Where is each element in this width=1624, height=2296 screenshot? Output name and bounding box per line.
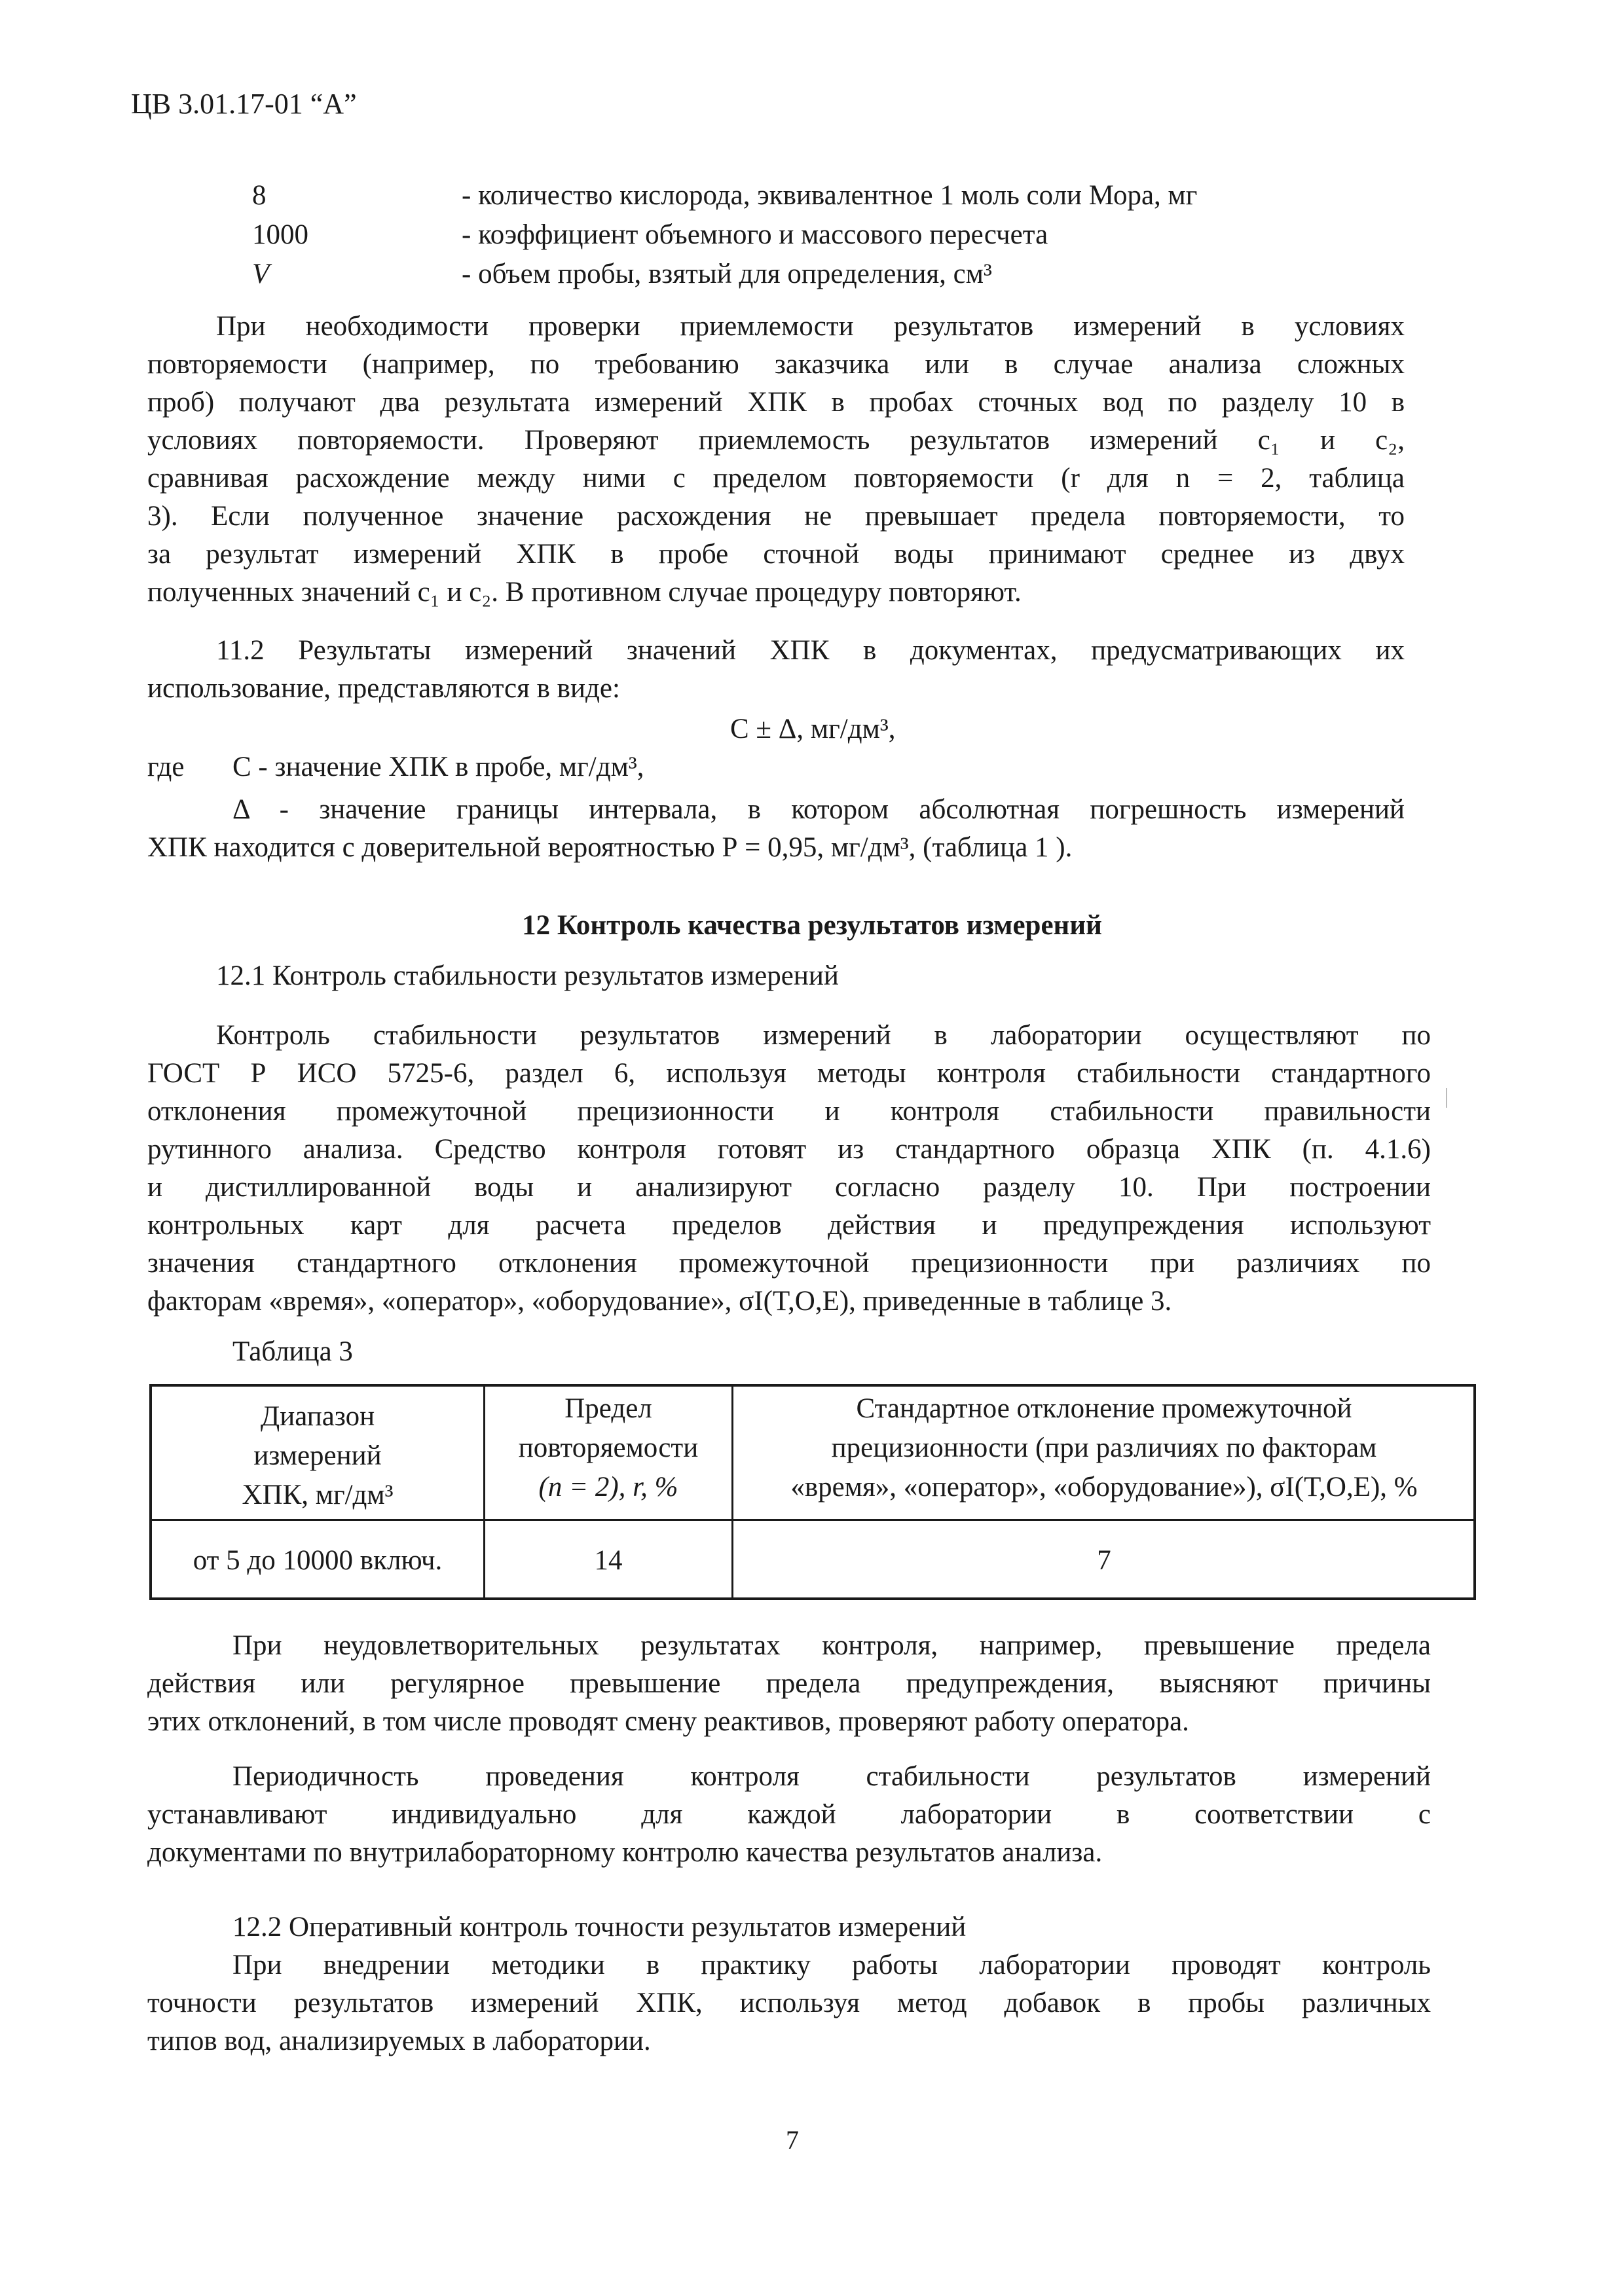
where-c: С - значение ХПК в пробе, мг/дм³, xyxy=(232,752,644,782)
definition-text: - количество кислорода, эквивалентное 1 моль соли Мора, мг xyxy=(462,180,1198,211)
section-11-2-line: использование, представляются в виде: xyxy=(147,673,620,704)
paragraph-line: рутинного анализа. Средство контроля готовят из стандартного образца ХПК (п. 4.1.6) xyxy=(147,1134,1431,1165)
paragraph-line: значения стандартного отклонения промежуточной прецизионности при различиях по xyxy=(147,1248,1431,1279)
table-divider xyxy=(152,1519,1473,1521)
paragraph-line: При внедрении методики в практику работы лаборатории проводят контроль xyxy=(232,1950,1431,1980)
where-label: где xyxy=(147,752,185,782)
paragraph-line: проб) получают два результата измерений ХПК в пробах сточных вод по разделу 10 в xyxy=(147,387,1405,418)
definition-symbol: V xyxy=(252,259,270,289)
paragraph-line: повторяемости (например, по требованию заказчика или в случае анализа сложных xyxy=(147,349,1405,380)
paragraph-line: действия или регулярное превышение предела предупреждения, выясняют причины xyxy=(147,1668,1431,1699)
table-header-cell: Диапазон измерений ХПК, мг/дм³ xyxy=(242,1401,394,1510)
paragraph-line: Периодичность проведения контроля стабильности результатов измерений xyxy=(232,1761,1431,1792)
paragraph-line: документами по внутрилабораторному контролю качества результатов анализа. xyxy=(147,1837,1103,1868)
paragraph-line: точности результатов измерений ХПК, используя метод добавок в пробы различных xyxy=(147,1988,1431,2018)
paragraph-line: При неудовлетворительных результатах контроля, например, превышение предела xyxy=(232,1630,1431,1661)
paragraph-line: факторам «время», «оператор», «оборудование», σI(T,O,E), приведенные в таблице 3. xyxy=(147,1286,1172,1317)
subsection-title: 12.2 Оперативный контроль точности результатов измерений xyxy=(232,1912,967,1942)
where-delta-line: ХПК находится с доверительной вероятностью Р = 0,95, мг/дм³, (таблица 1 ). xyxy=(147,832,1073,863)
paragraph-line: полученных значений c₁ и c₂. В противном случае процедуру повторяют. xyxy=(147,577,1022,608)
definition-text: - коэффициент объемного и массового пересчета xyxy=(462,219,1048,250)
table-header-cell: Стандартное отклонение промежуточной прецизионности (при различиях по факторам «время», «оператор», «оборудование»), σI(T,O,E), % xyxy=(790,1393,1418,1503)
paragraph-line: ГОСТ Р ИСО 5725-6, раздел 6, используя методы контроля стабильности стандартного xyxy=(147,1058,1431,1089)
section-11-2-line: 11.2 Результаты измерений значений ХПК в документах, предусматривающих их xyxy=(216,635,1405,666)
paragraph-line: отклонения промежуточной прецизионности и контроля стабильности правильности xyxy=(147,1096,1431,1127)
paragraph-line: и дистиллированной воды и анализируют согласно разделу 10. При построении xyxy=(147,1172,1431,1203)
table-cell-sigma: 7 xyxy=(1097,1545,1111,1576)
paragraph-line: условиях повторяемости. Проверяют приемлемость результатов измерений c₁ и c₂, xyxy=(147,425,1405,456)
paragraph-line: 3). Если полученное значение расхождения не превышает предела повторяемости, то xyxy=(147,501,1405,532)
document-code: ЦВ 3.01.17-01 “А” xyxy=(131,88,357,120)
formula: С ± Δ, мг/дм³, xyxy=(730,714,896,744)
paragraph-line: сравнивая расхождение между ними с пределом повторяемости (r для n = 2, таблица xyxy=(147,463,1405,494)
subsection-title: 12.1 Контроль стабильности результатов измерений xyxy=(216,960,839,991)
table-caption: Таблица 3 xyxy=(232,1336,353,1367)
paragraph-line: контрольных карт для расчета пределов действия и предупреждения используют xyxy=(147,1210,1431,1241)
paragraph-line: устанавливают индивидуально для каждой лаборатории в соответствии с xyxy=(147,1799,1431,1830)
definition-symbol: 8 xyxy=(252,180,267,211)
definition-text: - объем пробы, взятый для определения, см³ xyxy=(462,259,992,289)
paragraph-line: этих отклонений, в том числе проводят смену реактивов, проверяют работу оператора. xyxy=(147,1706,1189,1737)
table-3 xyxy=(149,1384,1476,1600)
section-title: 12 Контроль качества результатов измерений xyxy=(522,910,1102,941)
paragraph-line: Контроль стабильности результатов измерений в лаборатории осуществляют по xyxy=(216,1020,1431,1051)
page-number: 7 xyxy=(786,2125,799,2155)
table-header-cell: Предел повторяемости (n = 2), r, % xyxy=(518,1393,699,1503)
definition-symbol: 1000 xyxy=(252,219,308,250)
table-cell-r: 14 xyxy=(594,1545,623,1576)
table-cell-range: от 5 до 10000 включ. xyxy=(193,1545,443,1576)
where-delta-line: Δ - значение границы интервала, в котором абсолютная погрешность измерений xyxy=(232,794,1405,825)
paragraph-line: типов вод, анализируемых в лаборатории. xyxy=(147,2026,651,2056)
paragraph-line: При необходимости проверки приемлемости результатов измерений в условиях xyxy=(216,311,1405,342)
scan-mark xyxy=(1446,1088,1447,1108)
paragraph-line: за результат измерений ХПК в пробе сточной воды принимают среднее из двух xyxy=(147,539,1405,570)
